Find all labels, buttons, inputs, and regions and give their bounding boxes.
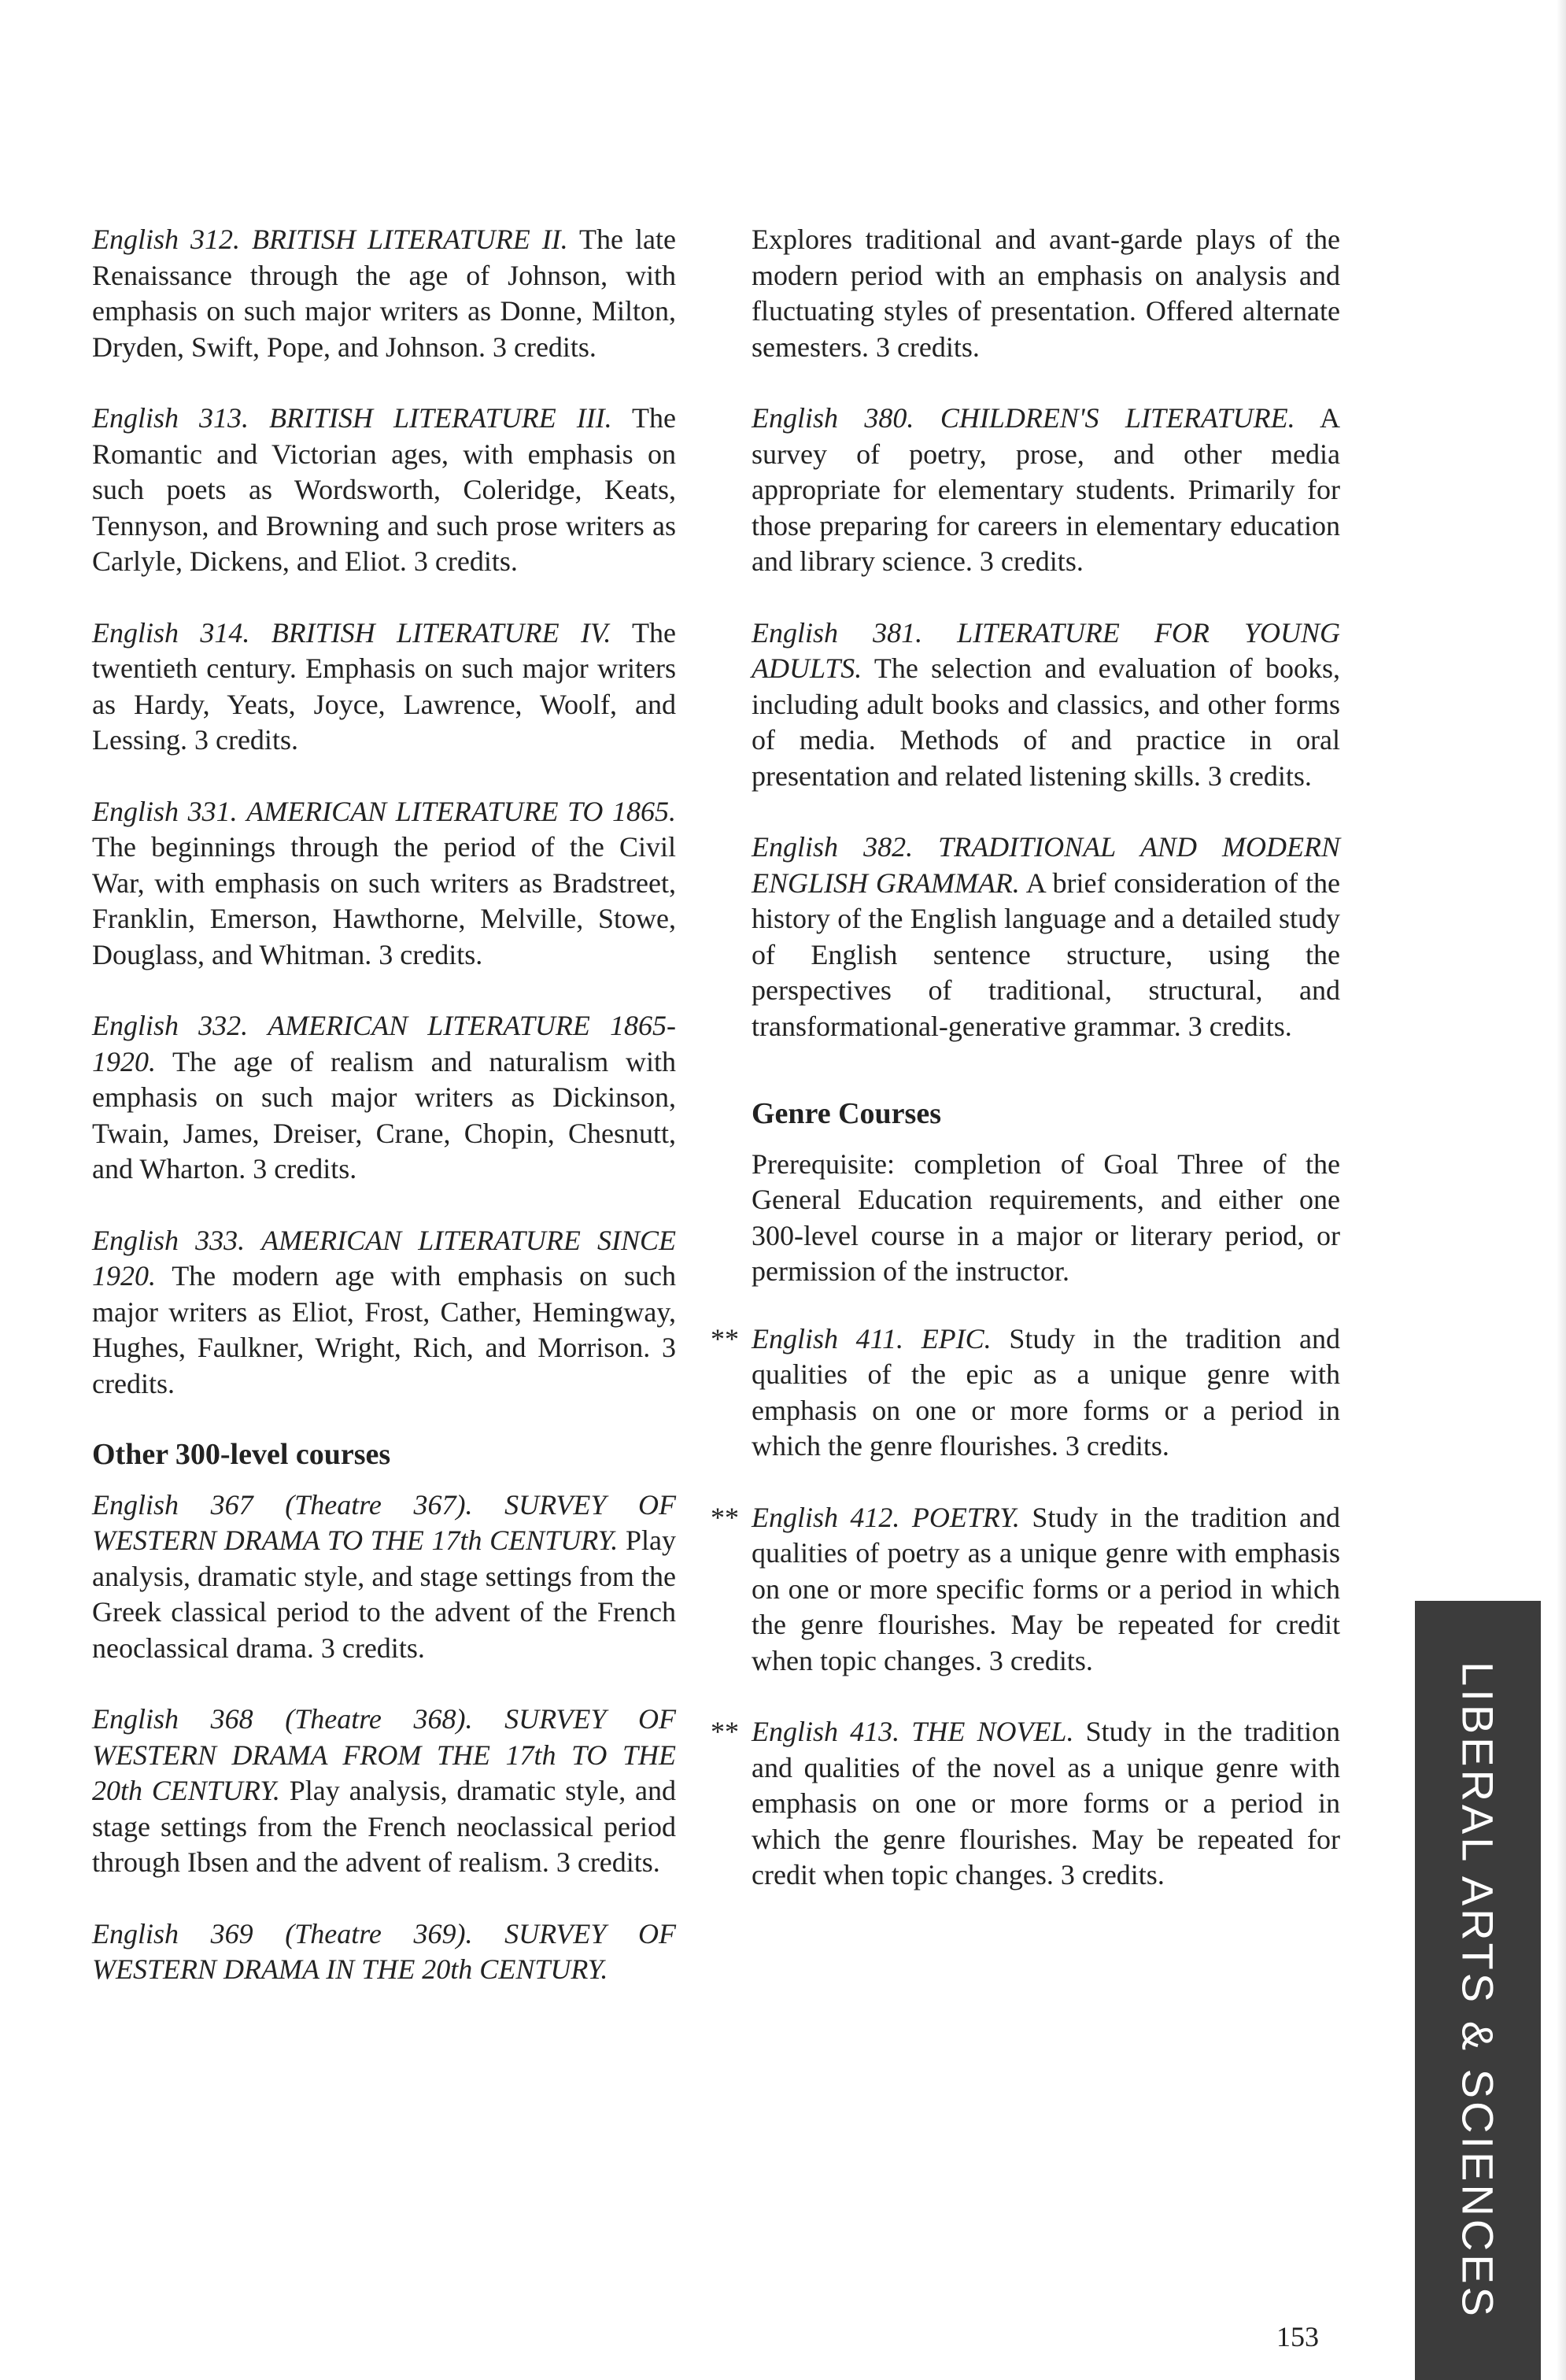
course-title: BRITISH LITERATURE III. [269,402,612,434]
section-side-tab [1415,1601,1541,2380]
course-title: SURVEY OF WESTERN DRAMA IN THE 20th CENTURY. [92,1917,677,1985]
course-id: English 412. [752,1501,900,1533]
course-title: AMERICAN LITERATURE TO 1865. [246,795,677,827]
course-entry-english-381 [752,615,1340,795]
genre-prerequisite: Prerequisite: completion of Goal Three of the General Education requirements, and either one 300-level course in a major or literary period, or permission of the instructor. [752,1148,1340,1287]
course-id: English 313. [92,402,249,434]
course-id: English 368 (Theatre 368). [92,1703,473,1735]
course-description: Study in the tradition and qualities of the epic as a unique genre with emphasis on one or more forms or a period in which the genre flourishes. 3 credits. [752,1322,1340,1462]
course-title: EPIC. [921,1322,992,1354]
course-description: The late Renaissance through the age of Johnson, with emphasis on such major writers as Donne, Milton, Dryden, Swift, Pope, and Johnson. 3 credits. [92,224,676,363]
course-title: TRADITIONAL AND MODERN ENGLISH GRAMMAR. [752,831,1340,899]
page-number: 153 [1276,2321,1319,2352]
course-id: English 332. [92,1010,249,1041]
asterisk-marker: ** [711,1501,739,1533]
side-tab-label: LIBERAL ARTS & SCIENCES [1453,1661,1503,2319]
course-description: A survey of poetry, prose, and other media appropriate for elementary students. Primarily for those preparing for careers in elementary education and library science. 3 credits. [752,402,1341,577]
course-id: English 381. [752,616,923,649]
course-entry-english-368 [92,1702,676,1881]
asterisk-marker: ** [711,1716,739,1747]
course-id: English 314. [92,616,250,649]
course-id: English 380. [752,402,914,434]
course-description: A brief consideration of the history of the English language and a detailed study of English sentence structure, using the perspectives of traditional, structural, and transformational-generative grammar. 3 credits. [752,867,1340,1042]
course-entry-english-331 [92,794,676,974]
asterisk-marker: ** [711,1322,739,1354]
course-title: SURVEY OF WESTERN DRAMA FROM THE 17th TO THE 20th CENTURY. [92,1703,677,1806]
course-id: English 333. [92,1224,246,1256]
course-entry-english-412 [711,1500,1340,1680]
course-entry-english-380 [752,401,1340,580]
course-description: Play analysis, dramatic style, and stage settings from the Greek classical period to the advent of the French neoclassical drama. 3 credits. [92,1524,676,1664]
course-entry-english-332 [92,1008,676,1188]
course-id: English 382. [752,831,914,863]
course-entry-english-413 [711,1714,1341,1894]
course-entry-english-312 [92,222,676,365]
section-heading-genre-courses: Genre Courses [752,1097,941,1130]
course-id: English 367 (Theatre 367). [92,1488,473,1521]
course-entry-english-382 [752,830,1340,1044]
course-description: Play analysis, dramatic style, and stage settings from the French neoclassical period through Ibsen and the advent of realism. 3 credits. [92,1775,677,1878]
course-id: English 411. [752,1322,904,1354]
course-id: English 331. [92,795,238,827]
course-title: AMERICAN LITERATURE 1865-1920. [92,1010,676,1077]
course-entry-english-367 [92,1488,676,1667]
course-description: The selection and evaluation of books, including adult books and classics, and other forms of media. Methods of and practice in oral presentation and related listening skills. 3 credits. [752,652,1340,792]
course-id: English 312. [92,224,241,255]
course-description: The Romantic and Victorian ages, with emphasis on such poets as Wordsworth, Coleridge, Keats, Tennyson, and Browning and such prose writers as Carlyle, Dickens, and Eliot. 3 credits. [92,402,676,577]
right-column [711,222,1341,1929]
course-description: Study in the tradition and qualities of the novel as a unique genre with emphasis on one or more forms or a period in which the genre flourishes. May be repeated for credit when topic changes. 3 credits. [752,1716,1341,1890]
left-column [92,222,676,1988]
course-description: The beginnings through the period of the Civil War, with emphasis on such writers as Bradstreet, Franklin, Emerson, Hawthorne, Melville, Stowe, Douglass, and Whitman. 3 credits. [92,831,676,970]
course-id: English 369 (Theatre 369). [92,1917,473,1949]
course-id: English 413. [752,1716,900,1747]
course-description: Explores traditional and avant-garde plays of the modern period with an emphasis on analysis and fluctuating styles of presentation. Offered alternate semesters. 3 credits. [752,224,1340,363]
course-title: CHILDREN'S LITERATURE. [940,402,1295,434]
course-description: Study in the tradition and qualities of poetry as a unique genre with emphasis on one or more specific forms or a period in which the genre flourishes. May be repeated for credit when topic changes. 3 credits. [752,1501,1340,1676]
course-entry-english-369 [92,1916,676,1988]
course-title: POETRY. [911,1501,1020,1533]
course-entry-english-313 [92,401,676,580]
course-title: BRITISH LITERATURE IV. [271,616,611,649]
course-description: The modern age with emphasis on such major writers as Eliot, Frost, Cather, Hemingway, Hughes, Faulkner, Wright, Rich, and Morrison. 3 credits. [92,1260,676,1399]
course-description: The twentieth century. Emphasis on such major writers as Hardy, Yeats, Joyce, Lawrence, Woolf, and Lessing. 3 credits. [92,616,676,756]
course-description: The age of realism and naturalism with emphasis on such major writers as Dickinson, Twain, James, Dreiser, Crane, Chopin, Chesnutt, and Wharton. 3 credits. [92,1045,676,1184]
course-title: AMERICAN LITERATURE SINCE 1920. [92,1224,676,1292]
course-entry-english-369-continued [752,222,1340,365]
section-heading-other-courses: Other 300-level courses [92,1438,391,1471]
course-title: BRITISH LITERATURE II. [252,224,568,255]
course-title: LITERATURE FOR YOUNG ADULTS. [752,616,1340,684]
page-edge-shadow [1557,0,1566,2380]
course-entry-english-411 [711,1321,1340,1465]
course-title: THE NOVEL. [911,1716,1074,1747]
course-entry-english-314 [92,615,676,759]
course-entry-english-333 [92,1223,676,1402]
course-title: SURVEY OF WESTERN DRAMA TO THE 17th CENTURY. [92,1488,677,1556]
